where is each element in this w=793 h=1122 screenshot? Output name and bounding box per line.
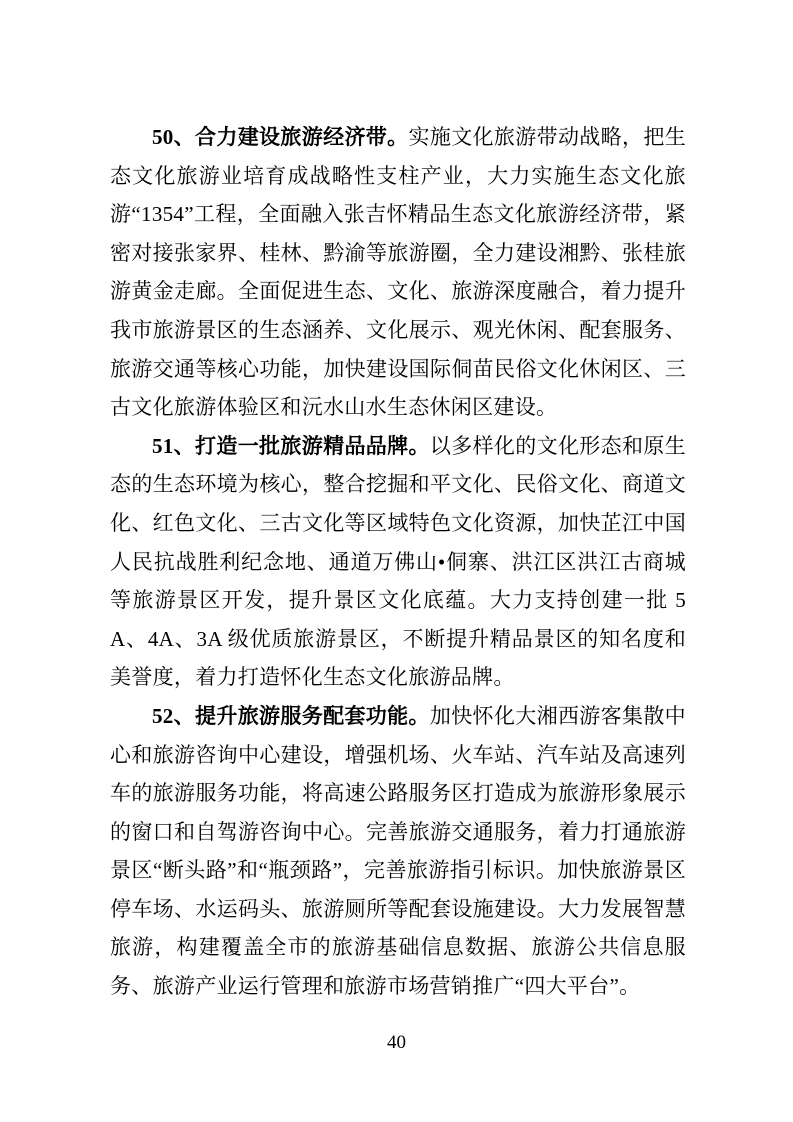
document-content [110, 118, 686, 1006]
paragraph-52-heading: 52、提升旅游服务配套功能。 [152, 703, 430, 728]
paragraph-50-body: 实施文化旅游带动战略，把生态文化旅游业培育成战略性支柱产业，大力实施生态文化旅游“1354”工程，全面融入张吉怀精品生态文化旅游经济带，紧密对接张家界、桂林、黔渝等旅游圈，全力建设湘黔、张桂旅游黄金走廊。全面促进生态、文化、旅游深度融合，着力提升我市旅游景区的生态涵养、文化展示、观光休闲、配套服务、旅游交通等核心功能，加快建设国际侗苗民俗文化休闲区、三古文化旅游体验区和沅水山水生态休闲区建设。 [110, 125, 686, 420]
paragraph-51-heading: 51、打造一批旅游精品品牌。 [152, 433, 430, 458]
paragraph-51 [110, 427, 686, 697]
paragraph-52-body: 加快怀化大湘西游客集散中心和旅游咨询中心建设，增强机场、火车站、汽车站及高速列车的旅游服务功能，将高速公路服务区打造成为旅游形象展示的窗口和自驾游咨询中心。完善旅游交通服务，着力打通旅游景区“断头路”和“瓶颈路”，完善旅游指引标识。加快旅游景区停车场、水运码头、旅游厕所等配套设施建设。大力发展智慧旅游，构建覆盖全市的旅游基础信息数据、旅游公共信息服务、旅游产业运行管理和旅游市场营销推广“四大平台”。 [110, 703, 686, 999]
paragraph-50 [110, 118, 686, 427]
paragraph-51-body: 以多样化的文化形态和原生态的生态环境为核心，整合挖掘和平文化、民俗文化、商道文化、红色文化、三古文化等区域特色文化资源，加快芷江中国人民抗战胜利纪念地、通道万佛山•侗寨、洪江区洪江古商城等旅游景区开发，提升景区文化底蕴。大力支持创建一批 5A、4A、3A 级优质旅游景区，不断提升精品景区的知名度和美誉度，着力打造怀化生态文化旅游品牌。 [110, 433, 686, 690]
paragraph-50-heading: 50、合力建设旅游经济带。 [152, 125, 409, 149]
paragraph-52 [110, 697, 686, 1006]
page-number: 40 [387, 1032, 406, 1053]
